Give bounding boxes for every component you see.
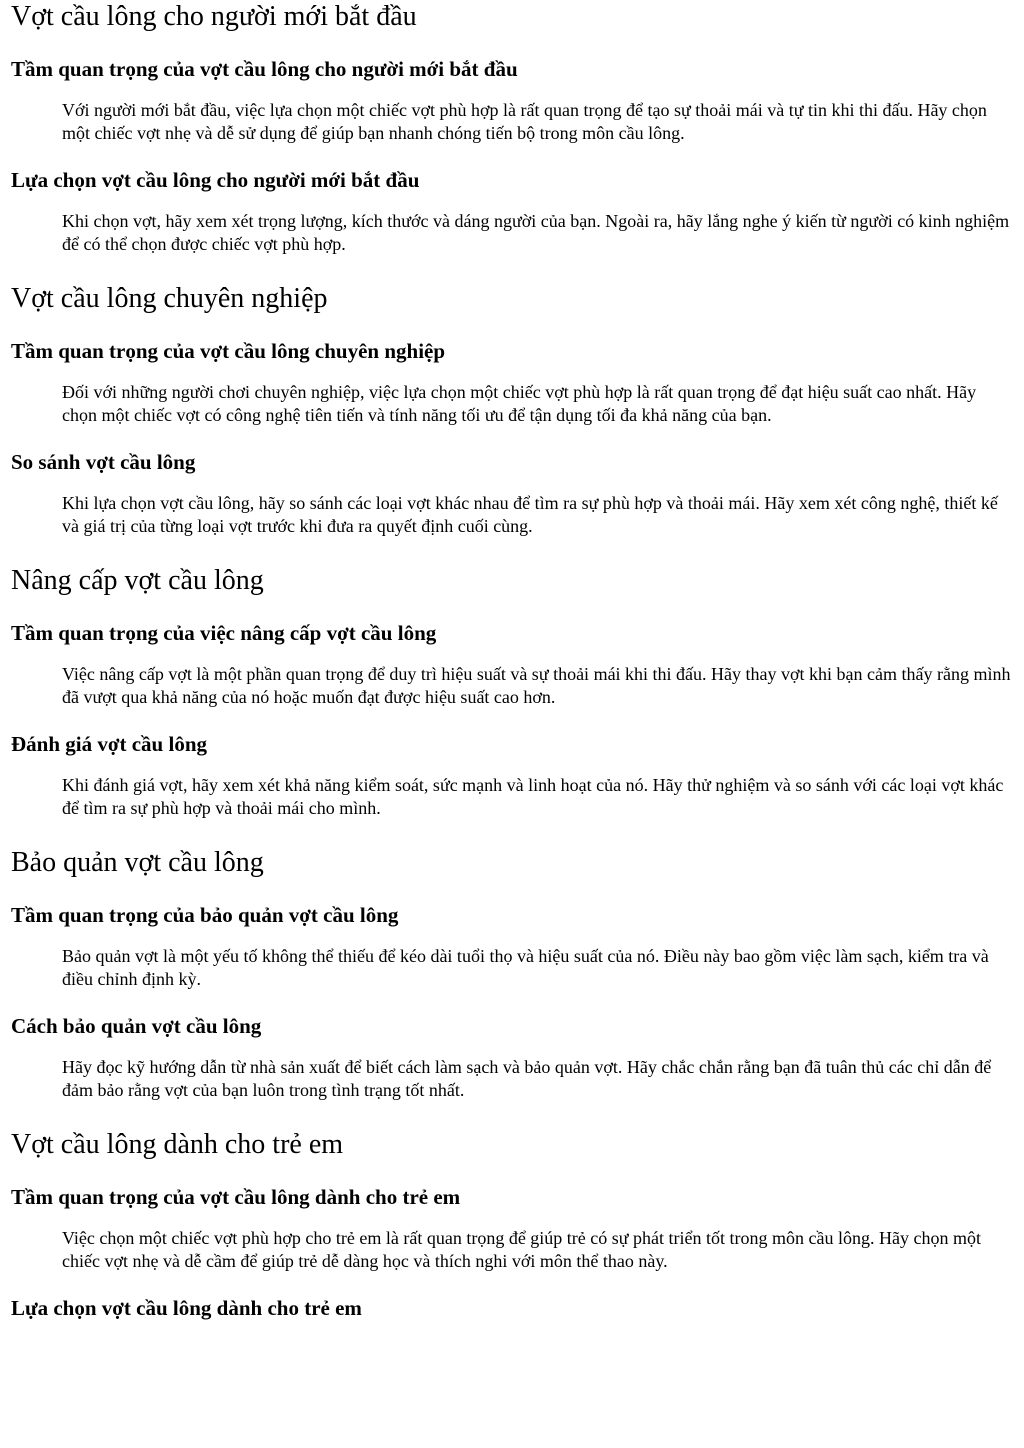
subsection-heading: So sánh vợt cầu lông	[11, 450, 196, 474]
subsection-body: Khi chọn vợt, hãy xem xét trọng lượng, kích thước và dáng người của bạn. Ngoài ra, hãy lắng nghe ý kiến từ người có kinh nghiệm để có thể chọn được chiếc vợt phù hợp.	[62, 211, 1010, 254]
section-maintenance	[11, 846, 1014, 1102]
subsection	[11, 730, 1014, 820]
subsection-heading: Tầm quan trọng của việc nâng cấp vợt cầu lông	[11, 621, 437, 645]
subsection-body: Hãy đọc kỹ hướng dẫn từ nhà sản xuất để biết cách làm sạch và bảo quản vợt. Hãy chắc chắn rằng bạn đã tuân thủ các chỉ dẫn để đảm bảo rằng vợt của bạn luôn trong tình trạng tốt nhất.	[62, 1057, 992, 1100]
subsection	[11, 1183, 1014, 1273]
subsection-body: Với người mới bắt đầu, việc lựa chọn một chiếc vợt phù hợp là rất quan trọng để tạo sự thoải mái và tự tin khi thi đấu. Hãy chọn một chiếc vợt nhẹ và dễ sử dụng để giúp bạn nhanh chóng tiến bộ trong môn cầu lông.	[62, 100, 987, 143]
subsection-body: Khi đánh giá vợt, hãy xem xét khả năng kiểm soát, sức mạnh và linh hoạt của nó. Hãy thử nghiệm và so sánh với các loại vợt khác để tìm ra sự phù hợp và thoải mái cho mình.	[62, 775, 1004, 818]
subsection	[11, 337, 1014, 427]
subsection-heading: Tầm quan trọng của vợt cầu lông chuyên nghiệp	[11, 339, 446, 363]
subsection-body: Bảo quản vợt là một yếu tố không thể thiếu để kéo dài tuổi thọ và hiệu suất của nó. Điều này bao gồm việc làm sạch, kiểm tra và điều chỉnh định kỳ.	[62, 946, 989, 989]
section-title: Vợt cầu lông chuyên nghiệp	[11, 283, 328, 314]
section-beginner	[11, 0, 1014, 256]
subsection	[11, 55, 1014, 145]
section-title: Vợt cầu lông dành cho trẻ em	[11, 1129, 344, 1160]
section-kids	[11, 1128, 1014, 1322]
subsection-heading: Lựa chọn vợt cầu lông cho người mới bắt đầu	[11, 168, 420, 192]
subsection-heading: Tầm quan trọng của vợt cầu lông cho người mới bắt đầu	[11, 57, 518, 81]
subsection-heading: Tầm quan trọng của bảo quản vợt cầu lông	[11, 903, 399, 927]
subsection-heading: Tầm quan trọng của vợt cầu lông dành cho trẻ em	[11, 1185, 461, 1209]
subsection-body: Việc chọn một chiếc vợt phù hợp cho trẻ em là rất quan trọng để giúp trẻ có sự phát triển tốt trong môn cầu lông. Hãy chọn một chiếc vợt nhẹ và dễ cầm để giúp trẻ dễ dàng học và thích nghi với môn thể thao này.	[62, 1228, 981, 1271]
subsection-body: Khi lựa chọn vợt cầu lông, hãy so sánh các loại vợt khác nhau để tìm ra sự phù hợp và thoải mái. Hãy xem xét công nghệ, thiết kế và giá trị của từng loại vợt trước khi đưa ra quyết định cuối cùng.	[62, 493, 998, 536]
subsection	[11, 166, 1014, 256]
subsection-heading: Lựa chọn vợt cầu lông dành cho trẻ em	[11, 1296, 362, 1320]
section-title: Vợt cầu lông cho người mới bắt đầu	[11, 1, 417, 32]
subsection-heading: Đánh giá vợt cầu lông	[11, 732, 207, 756]
section-upgrade	[11, 564, 1014, 820]
section-professional	[11, 282, 1014, 538]
section-title: Bảo quản vợt cầu lông	[11, 847, 264, 878]
subsection	[11, 1294, 1014, 1322]
section-title: Nâng cấp vợt cầu lông	[11, 565, 264, 596]
subsection-body: Việc nâng cấp vợt là một phần quan trọng để duy trì hiệu suất và sự thoải mái khi thi đấu. Hãy thay vợt khi bạn cảm thấy rằng mình đã vượt qua khả năng của nó hoặc muốn đạt được hiệu suất cao hơn.	[62, 664, 1011, 707]
subsection	[11, 619, 1014, 709]
subsection-heading: Cách bảo quản vợt cầu lông	[11, 1014, 262, 1038]
subsection	[11, 448, 1014, 538]
subsection	[11, 1012, 1014, 1102]
subsection-body: Đối với những người chơi chuyên nghiệp, việc lựa chọn một chiếc vợt phù hợp là rất quan trọng để đạt hiệu suất cao nhất. Hãy chọn một chiếc vợt có công nghệ tiên tiến và tính năng tối ưu để tận dụng tối đa khả năng của bạn.	[62, 382, 977, 425]
subsection	[11, 901, 1014, 991]
